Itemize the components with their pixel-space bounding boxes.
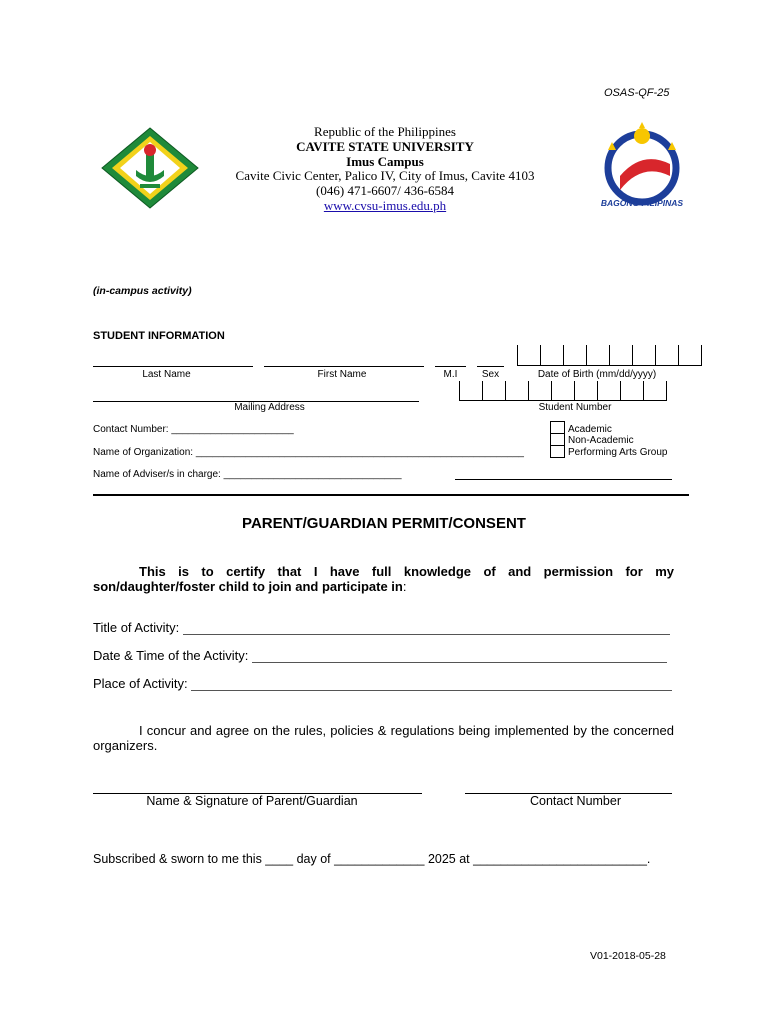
- letterhead: [190, 125, 580, 214]
- student-info-heading: STUDENT INFORMATION: [93, 330, 225, 342]
- last-name-label: Last Name: [142, 369, 191, 380]
- date-of-birth-label: Date of Birth (mm/dd/yyyy): [537, 369, 657, 380]
- certify-paragraph: [93, 564, 674, 594]
- place-field[interactable]: [191, 677, 672, 691]
- non-academic-label: Non-Academic: [568, 435, 634, 446]
- title-of-activity-label: Title of Activity:: [93, 620, 180, 635]
- activity-type: (in-campus activity): [93, 285, 192, 297]
- place-label: Place of Activity:: [93, 676, 188, 691]
- section-divider: [93, 494, 689, 496]
- campus-address: Cavite Civic Center, Palico IV, City of Imus, Cavite 4103: [235, 168, 535, 184]
- contact-number-field[interactable]: Contact Number: ______________________: [93, 424, 294, 435]
- bagong-pilipinas-logo: [590, 120, 694, 212]
- first-name-field[interactable]: [264, 366, 424, 367]
- last-name-field[interactable]: [93, 366, 253, 367]
- form-code: OSAS-QF-25: [604, 87, 670, 99]
- parent-signature-label: Name & Signature of Parent/Guardian: [146, 794, 358, 808]
- academic-label: Academic: [568, 424, 612, 435]
- contact-number-label: Contact Number: [529, 794, 621, 808]
- certify-text: This is to certify that I have full knowledge of and permission for my son/daughter/foster child to join and participate in: [93, 564, 674, 594]
- sex-label: Sex: [481, 369, 500, 380]
- mi-label: M.I: [443, 369, 458, 380]
- student-number-boxes[interactable]: [459, 381, 667, 401]
- student-number-label: Student Number: [538, 402, 612, 413]
- campus-phone: (046) 471-6607/ 436-6584: [316, 183, 454, 199]
- performing-arts-checkbox[interactable]: [550, 445, 565, 458]
- date-of-birth-boxes[interactable]: [517, 345, 702, 366]
- first-name-label: First Name: [317, 369, 367, 380]
- adviser-field[interactable]: Name of Adviser/s in charge: ________________________________: [93, 469, 402, 480]
- cvsu-seal-logo: [100, 126, 200, 210]
- date-time-label: Date & Time of the Activity:: [93, 648, 249, 663]
- title-of-activity-field[interactable]: [183, 621, 670, 635]
- sworn-statement: Subscribed & sworn to me this ____ day of _____________ 2025 at _________________________.: [93, 852, 651, 866]
- bagong-pilipinas-text: BAGONG PILIPINAS: [600, 198, 684, 208]
- mailing-address-label: Mailing Address: [234, 402, 305, 413]
- university-name: CAVITE STATE UNIVERSITY: [296, 138, 474, 154]
- website-link[interactable]: www.cvsu-imus.edu.ph: [323, 197, 447, 213]
- version-code: V01-2018-05-28: [590, 950, 666, 962]
- certify-colon: :: [402, 579, 407, 594]
- republic-text: Republic of the Philippines: [314, 124, 456, 139]
- mi-field[interactable]: [435, 366, 466, 367]
- date-time-field[interactable]: [252, 649, 667, 663]
- place-row: [93, 676, 672, 691]
- consent-title: PARENT/GUARDIAN PERMIT/CONSENT: [242, 515, 526, 532]
- concur-paragraph: I concur and agree on the rules, policies & regulations being implemented by the concerned organizers.: [93, 723, 674, 753]
- date-time-row: [93, 648, 667, 663]
- adviser-second-field[interactable]: [455, 479, 672, 480]
- sex-field[interactable]: [477, 366, 504, 367]
- performing-arts-label: Performing Arts Group: [568, 447, 668, 458]
- campus-name: Imus Campus: [346, 153, 424, 169]
- organization-field[interactable]: Name of Organization: ___________________________________________________________: [93, 447, 524, 458]
- title-of-activity-row: [93, 620, 670, 635]
